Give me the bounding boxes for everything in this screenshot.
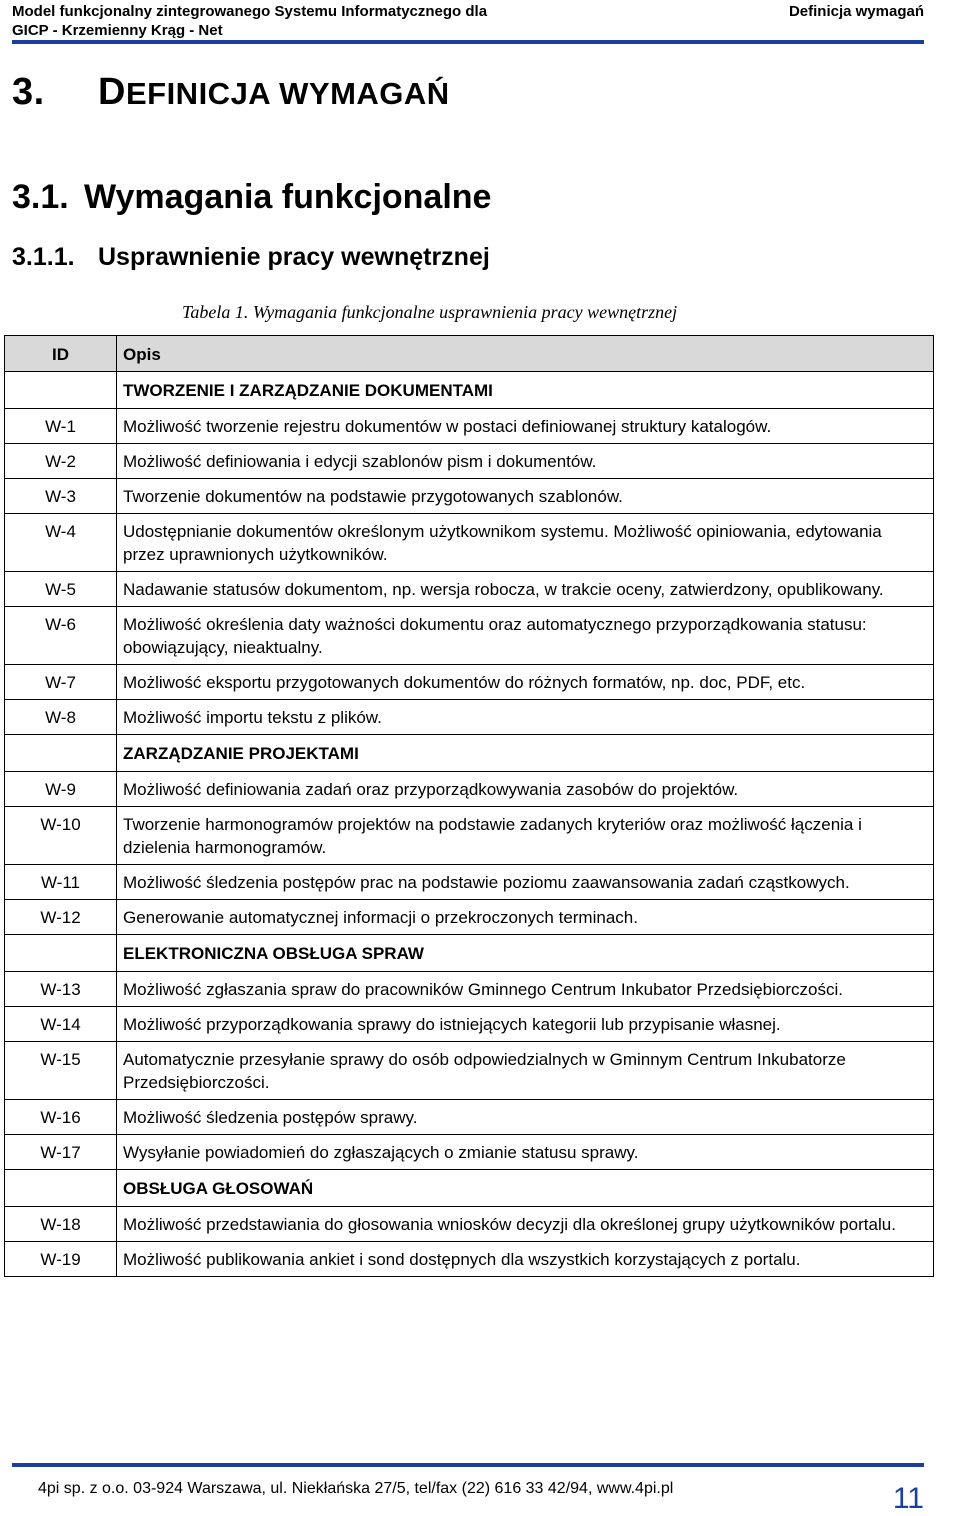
table-row: [5, 665, 934, 700]
requirement-id: W-4: [5, 514, 117, 572]
requirement-id: W-11: [5, 865, 117, 900]
requirement-id: W-7: [5, 665, 117, 700]
requirement-id: W-12: [5, 900, 117, 935]
header-section-name: Definicja wymagań: [788, 3, 924, 20]
requirement-description: Możliwość śledzenia postępów prac na podstawie poziomu zaawansowania zadań cząstkowych.: [117, 865, 934, 900]
requirement-id: [5, 735, 117, 772]
requirement-description: Udostępnianie dokumentów określonym użytkownikom systemu. Możliwość opiniowania, edytowania przez uprawnionych użytkowników.: [117, 514, 934, 572]
requirement-description: Możliwość zgłaszania spraw do pracowników Gminnego Centrum Inkubator Przedsiębiorczości.: [117, 972, 934, 1007]
requirement-description: Tworzenie harmonogramów projektów na podstawie zadanych kryteriów oraz możliwość łączenia i dzielenia harmonogramów.: [117, 807, 934, 865]
table-row: [5, 409, 934, 444]
requirement-id: W-17: [5, 1135, 117, 1170]
header-title-line2: GICP - Krzemienny Krąg - Net: [12, 22, 223, 39]
table-header-row: [5, 336, 934, 372]
table-section-row: [5, 372, 934, 409]
requirement-id: W-18: [5, 1207, 117, 1242]
subsection-number: 3.1.1.: [12, 243, 75, 271]
requirement-id: [5, 372, 117, 409]
chapter-title-initial: D: [98, 71, 126, 113]
requirement-id: [5, 1170, 117, 1207]
requirement-description: Możliwość tworzenie rejestru dokumentów w postaci definiowanej struktury katalogów.: [117, 409, 934, 444]
table-section-row: [5, 1170, 934, 1207]
table-caption: Tabela 1. Wymagania funkcjonalne usprawnienia pracy wewnętrznej: [182, 302, 678, 322]
footer-company-address: 4pi sp. z o.o. 03-924 Warszawa, ul. Niekłańska 27/5, tel/fax (22) 616 33 42/94, www.4pi.pl: [38, 1480, 674, 1497]
table-row: [5, 1135, 934, 1170]
table-section-row: [5, 735, 934, 772]
requirement-description: Możliwość przyporządkowania sprawy do istniejących kategorii lub przypisanie własnej.: [117, 1007, 934, 1042]
requirement-description: Automatycznie przesyłanie sprawy do osób odpowiedzialnych w Gminnym Centrum Inkubatorze Przedsiębiorczości.: [117, 1042, 934, 1100]
section-title-cell: OBSŁUGA GŁOSOWAŃ: [117, 1170, 934, 1207]
requirement-id: W-9: [5, 772, 117, 807]
requirement-id: W-5: [5, 572, 117, 607]
requirement-id: W-2: [5, 444, 117, 479]
chapter-title-rest: EFINICJA WYMAGAŃ: [125, 76, 450, 111]
table-row: [5, 607, 934, 665]
requirement-id: W-3: [5, 479, 117, 514]
chapter-heading: [12, 68, 450, 118]
table-row: [5, 1207, 934, 1242]
page-footer: [12, 1463, 924, 1513]
table-row: [5, 972, 934, 1007]
subsection-title: Usprawnienie pracy wewnętrznej: [98, 243, 490, 271]
table-row: [5, 807, 934, 865]
table-row: [5, 572, 934, 607]
section-heading: [12, 176, 491, 218]
requirement-description: Możliwość definiowania i edycji szablonów pism i dokumentów.: [117, 444, 934, 479]
requirement-description: Możliwość określenia daty ważności dokumentu oraz automatycznego przyporządkowania statusu: obowiązujący, nieaktualny.: [117, 607, 934, 665]
requirement-id: W-16: [5, 1100, 117, 1135]
requirements-table: [4, 335, 934, 1277]
column-header-description: Opis: [117, 336, 934, 372]
requirement-description: Możliwość importu tekstu z plików.: [117, 700, 934, 735]
requirement-description: Możliwość publikowania ankiet i sond dostępnych dla wszystkich korzystających z portalu.: [117, 1242, 934, 1277]
section-title-cell: ELEKTRONICZNA OBSŁUGA SPRAW: [117, 935, 934, 972]
requirement-id: W-14: [5, 1007, 117, 1042]
chapter-number: 3.: [12, 71, 45, 113]
section-title: Wymagania funkcjonalne: [84, 178, 492, 216]
requirement-id: W-15: [5, 1042, 117, 1100]
table-row: [5, 700, 934, 735]
requirement-description: Możliwość śledzenia postępów sprawy.: [117, 1100, 934, 1135]
table-row: [5, 900, 934, 935]
header-title-line1: Model funkcjonalny zintegrowanego Systemu Informatycznego dla: [12, 3, 488, 20]
requirement-id: W-1: [5, 409, 117, 444]
table-row: [5, 865, 934, 900]
column-header-id: ID: [5, 336, 117, 372]
page-header: [12, 2, 924, 44]
table-row: [5, 479, 934, 514]
requirements-table-body: [5, 336, 934, 1277]
header-document-title: [12, 2, 487, 40]
table-row: [5, 1100, 934, 1135]
section-title-cell: ZARZĄDZANIE PROJEKTAMI: [117, 735, 934, 772]
requirement-id: W-10: [5, 807, 117, 865]
section-title-cell: TWORZENIE I ZARZĄDZANIE DOKUMENTAMI: [117, 372, 934, 409]
requirement-id: W-8: [5, 700, 117, 735]
requirement-id: W-13: [5, 972, 117, 1007]
requirement-id: W-19: [5, 1242, 117, 1277]
requirement-description: Generowanie automatycznej informacji o przekroczonych terminach.: [117, 900, 934, 935]
table-section-row: [5, 935, 934, 972]
section-number: 3.1.: [12, 178, 69, 216]
requirement-description: Tworzenie dokumentów na podstawie przygotowanych szablonów.: [117, 479, 934, 514]
table-row: [5, 1007, 934, 1042]
table-row: [5, 1042, 934, 1100]
header-rule: [12, 40, 924, 44]
requirement-id: W-6: [5, 607, 117, 665]
page-number: 11: [892, 1482, 924, 1515]
requirement-description: Możliwość eksportu przygotowanych dokumentów do różnych formatów, np. doc, PDF, etc.: [117, 665, 934, 700]
table-row: [5, 514, 934, 572]
table-row: [5, 444, 934, 479]
requirement-description: Możliwość przedstawiania do głosowania wniosków decyzji dla określonej grupy użytkowników portalu.: [117, 1207, 934, 1242]
footer-rule: [12, 1463, 924, 1467]
requirement-description: Nadawanie statusów dokumentom, np. wersja robocza, w trakcie oceny, zatwierdzony, opublikowany.: [117, 572, 934, 607]
table-row: [5, 772, 934, 807]
table-row: [5, 1242, 934, 1277]
requirement-id: [5, 935, 117, 972]
requirement-description: Wysyłanie powiadomień do zgłaszających o zmianie statusu sprawy.: [117, 1135, 934, 1170]
subsection-heading: [12, 241, 490, 273]
requirement-description: Możliwość definiowania zadań oraz przyporządkowywania zasobów do projektów.: [117, 772, 934, 807]
